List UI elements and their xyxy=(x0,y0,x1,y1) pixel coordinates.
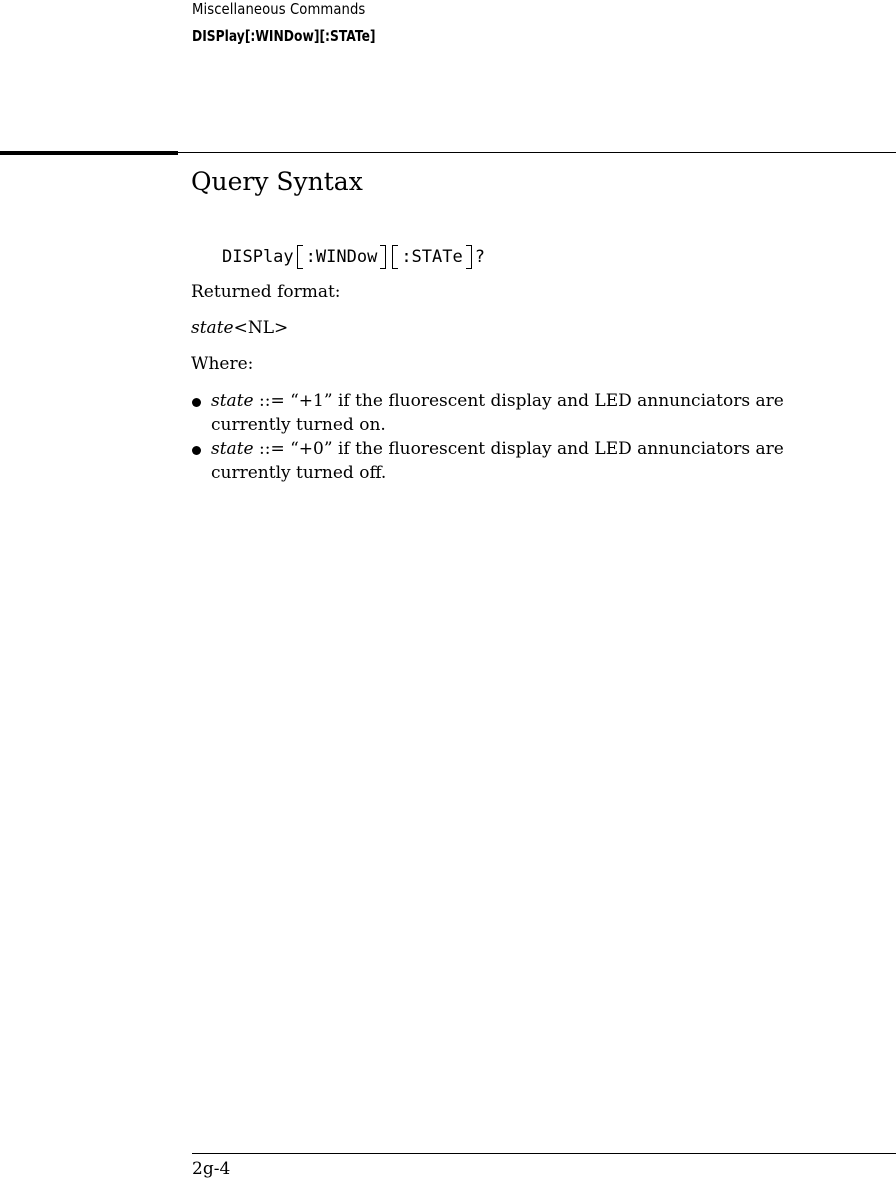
running-head-command: DISPlay[:WINDow][:STATe] xyxy=(192,27,376,45)
optional-bracket-open xyxy=(297,245,303,269)
bullet-param: state xyxy=(211,439,254,459)
running-head-chapter: Miscellaneous Commands xyxy=(192,0,366,18)
syntax-command: DISPlay xyxy=(222,247,294,267)
syntax-query-mark: ? xyxy=(474,247,485,267)
returned-format-label: Returned format: xyxy=(191,282,341,302)
bullet-text: ::= “+0” if the fluorescent display and LED annunciators are currently turned off. xyxy=(211,439,784,483)
bullet-icon xyxy=(192,398,201,407)
where-label: Where: xyxy=(191,354,254,374)
footer-rule xyxy=(192,1153,896,1154)
bullet-param: state xyxy=(211,391,254,411)
list-item xyxy=(191,437,821,485)
syntax-state: :STATe xyxy=(401,247,463,267)
bullet-text: ::= “+1” if the fluorescent display and LED annunciators are currently turned on. xyxy=(211,391,784,435)
section-rule-thick xyxy=(0,151,178,155)
returned-format-param: state xyxy=(191,318,234,338)
returned-format-terminator: <NL> xyxy=(233,318,289,338)
state-definitions-list xyxy=(191,389,821,485)
section-rule-thin xyxy=(178,152,896,153)
query-syntax xyxy=(222,245,485,269)
bullet-icon xyxy=(192,446,201,455)
section-title: Query Syntax xyxy=(191,167,363,196)
returned-format xyxy=(191,318,288,338)
page-number: 2g-4 xyxy=(192,1159,231,1179)
optional-bracket-close xyxy=(466,245,472,269)
optional-bracket-open xyxy=(392,245,398,269)
list-item xyxy=(191,389,821,437)
optional-bracket-close xyxy=(380,245,386,269)
syntax-window: :WINDow xyxy=(305,247,378,267)
